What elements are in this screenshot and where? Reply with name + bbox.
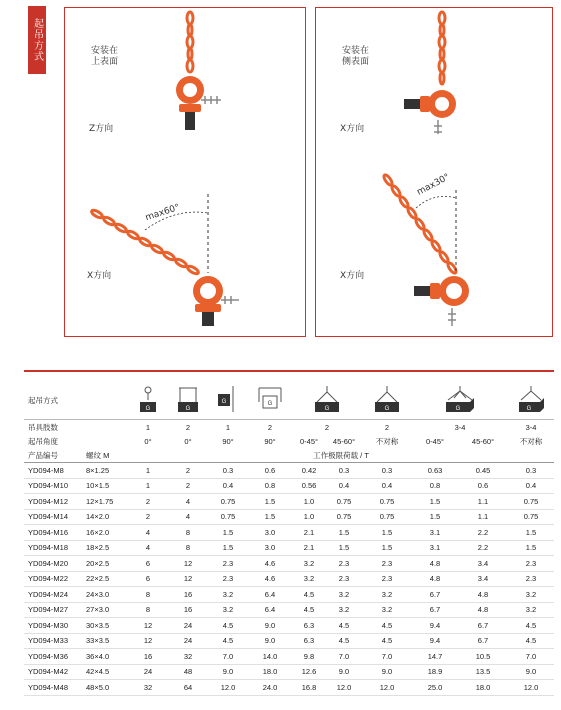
model-cell: YD094-M36 xyxy=(24,649,82,665)
load-cell: 3.2 xyxy=(326,587,362,603)
load-cell: 4.8 xyxy=(458,587,508,603)
table-row xyxy=(24,478,554,494)
lift-mode-label: 起吊方式 xyxy=(24,381,128,420)
panel-top-surface xyxy=(64,7,306,337)
load-cell: 8 xyxy=(128,587,168,603)
model-cell: YD094-M33 xyxy=(24,633,82,649)
load-cell: 2.3 xyxy=(326,556,362,572)
angle-value: 0° xyxy=(144,436,152,446)
angle-value: 不对称 xyxy=(375,436,399,446)
load-cell: 13.5 xyxy=(458,664,508,680)
load-cell: 8 xyxy=(128,602,168,618)
load-cell: 7.0 xyxy=(208,649,248,665)
load-cell: 1.0 xyxy=(292,509,326,525)
load-cell: 9.0 xyxy=(208,664,248,680)
load-cell: 6.7 xyxy=(458,618,508,634)
direction-label-x: X方向 xyxy=(340,124,365,134)
model-cell: YD094-M14 xyxy=(24,509,82,525)
load-cell: 3.1 xyxy=(412,540,458,556)
legs-value: 2 xyxy=(384,422,390,432)
load-cell: 32 xyxy=(168,649,208,665)
load-cell: 12 xyxy=(168,571,208,587)
load-cell: 4.5 xyxy=(508,618,554,634)
load-cell: 4.5 xyxy=(508,633,554,649)
load-cell: 24 xyxy=(168,633,208,649)
load-cell: 48 xyxy=(168,664,208,680)
load-cell: 2 xyxy=(128,494,168,510)
angle-value: 90° xyxy=(222,436,234,446)
load-cell: 4 xyxy=(128,525,168,541)
load-cell: 1.5 xyxy=(412,509,458,525)
load-cell: 2.3 xyxy=(362,571,412,587)
table-row xyxy=(24,618,554,634)
load-cell: 12.0 xyxy=(508,680,554,696)
load-cell: 1.5 xyxy=(412,494,458,510)
lift-icon-two-leg-angle xyxy=(292,381,362,420)
section-tab: 起吊方式 xyxy=(28,6,46,74)
angle-value: 不对称 xyxy=(519,436,543,446)
thread-cell: 16×2.0 xyxy=(82,525,128,541)
load-cell: 1.5 xyxy=(326,525,362,541)
model-cell: YD094-M22 xyxy=(24,571,82,587)
load-cell: 0.4 xyxy=(508,478,554,494)
load-cell: 0.3 xyxy=(326,463,362,479)
load-cell: 3.2 xyxy=(508,602,554,618)
model-cell: YD094-M30 xyxy=(24,618,82,634)
load-cell: 9.0 xyxy=(248,633,292,649)
load-cell: 9.4 xyxy=(412,633,458,649)
thread-cell: 10×1.5 xyxy=(82,478,128,494)
load-cell: 0.42 xyxy=(292,463,326,479)
load-cell: 6.4 xyxy=(248,602,292,618)
lift-icon-single-side xyxy=(208,381,248,420)
table-row xyxy=(24,525,554,541)
table-row xyxy=(24,509,554,525)
load-cell: 18.0 xyxy=(458,680,508,696)
load-cell: 1.1 xyxy=(458,494,508,510)
load-cell: 0.4 xyxy=(208,478,248,494)
mount-label: 安装在 上表面 xyxy=(91,46,119,67)
load-cell: 4.5 xyxy=(292,587,326,603)
load-cell: 0.75 xyxy=(326,494,362,510)
load-cell: 2.3 xyxy=(208,556,248,572)
icon-g: G xyxy=(455,406,461,412)
load-cell: 3.2 xyxy=(508,587,554,603)
load-cell: 0.8 xyxy=(412,478,458,494)
load-cell: 12.0 xyxy=(208,680,248,696)
eyebolt-illustration-side xyxy=(316,8,552,336)
legs-label: 吊具肢数 xyxy=(28,422,58,432)
angle-value: 45-60° xyxy=(332,436,356,446)
load-cell: 3.2 xyxy=(292,571,326,587)
load-cell: 24 xyxy=(128,664,168,680)
angle-label: 起吊角度 xyxy=(28,436,58,446)
load-cell: 10.5 xyxy=(458,649,508,665)
load-cell: 2 xyxy=(168,463,208,479)
icon-g: G xyxy=(221,399,227,405)
thread-cell: 48×5.0 xyxy=(82,680,128,696)
load-cell: 3.2 xyxy=(326,602,362,618)
load-cell: 7.0 xyxy=(326,649,362,665)
max-angle-label: max30° xyxy=(415,172,452,198)
load-cell: 1.5 xyxy=(208,525,248,541)
load-cell: 4.8 xyxy=(458,602,508,618)
direction-label-z: Z方向 xyxy=(89,124,114,134)
load-cell: 1.5 xyxy=(508,525,554,541)
load-cell: 2 xyxy=(128,509,168,525)
load-cell: 16.8 xyxy=(292,680,326,696)
load-cell: 2.3 xyxy=(208,571,248,587)
legs-value: 1 xyxy=(145,422,151,432)
load-cell: 1.5 xyxy=(248,509,292,525)
load-cell: 12 xyxy=(168,556,208,572)
load-cell: 0.63 xyxy=(412,463,458,479)
load-cell: 0.75 xyxy=(326,509,362,525)
load-cell: 1.5 xyxy=(208,540,248,556)
table-row xyxy=(24,587,554,603)
load-cell: 4.5 xyxy=(362,618,412,634)
load-cell: 7.0 xyxy=(362,649,412,665)
load-cell: 2.3 xyxy=(362,556,412,572)
table-row xyxy=(24,494,554,510)
model-cell: YD094-M24 xyxy=(24,587,82,603)
load-cell: 9.0 xyxy=(248,618,292,634)
load-cell: 9.4 xyxy=(412,618,458,634)
table-top-rule xyxy=(24,370,554,372)
thread-cell: 27×3.0 xyxy=(82,602,128,618)
table-row xyxy=(24,571,554,587)
column-header-row xyxy=(24,448,554,463)
load-cell: 0.3 xyxy=(508,463,554,479)
load-cell: 6.3 xyxy=(292,633,326,649)
load-cell: 2 xyxy=(168,478,208,494)
load-cell: 2.3 xyxy=(508,571,554,587)
table-row xyxy=(24,633,554,649)
load-cell: 1.5 xyxy=(362,525,412,541)
load-cell: 3.2 xyxy=(208,587,248,603)
load-cell: 4 xyxy=(168,494,208,510)
load-cell: 2.3 xyxy=(326,571,362,587)
angle-value: 0-45° xyxy=(299,436,318,446)
load-cell: 14.7 xyxy=(412,649,458,665)
load-cell: 9.0 xyxy=(326,664,362,680)
angle-value: 45-60° xyxy=(471,436,495,446)
load-cell: 14.0 xyxy=(248,649,292,665)
angle-value: 0-45° xyxy=(425,436,444,446)
legs-row xyxy=(24,420,554,435)
load-cell: 0.45 xyxy=(458,463,508,479)
load-cell: 0.4 xyxy=(326,478,362,494)
load-cell: 1.5 xyxy=(508,540,554,556)
load-cell: 3.4 xyxy=(458,556,508,572)
load-cell: 2.2 xyxy=(458,540,508,556)
load-cell: 4.5 xyxy=(208,633,248,649)
load-cell: 4.8 xyxy=(412,571,458,587)
load-cell: 1.1 xyxy=(458,509,508,525)
icon-g: G xyxy=(324,406,330,412)
load-cell: 0.4 xyxy=(362,478,412,494)
thread-cell: 42×4.5 xyxy=(82,664,128,680)
load-cell: 7.0 xyxy=(508,649,554,665)
load-cell: 1 xyxy=(128,463,168,479)
load-cell: 3.1 xyxy=(412,525,458,541)
icon-g: G xyxy=(526,406,532,412)
load-cell: 4.5 xyxy=(326,618,362,634)
model-cell: YD094-M8 xyxy=(24,463,82,479)
lift-icon-double-side xyxy=(248,381,292,420)
load-cell: 32 xyxy=(128,680,168,696)
load-cell: 3.0 xyxy=(248,525,292,541)
load-cell: 0.75 xyxy=(208,509,248,525)
load-cell: 6 xyxy=(128,571,168,587)
col-model-header: 产品编号 xyxy=(24,448,82,463)
thread-cell: 18×2.5 xyxy=(82,540,128,556)
load-cell: 0.3 xyxy=(362,463,412,479)
legs-value: 2 xyxy=(324,422,330,432)
thread-cell: 22×2.5 xyxy=(82,571,128,587)
load-cell: 4.6 xyxy=(248,571,292,587)
model-cell: YD094-M27 xyxy=(24,602,82,618)
load-cell: 0.75 xyxy=(508,509,554,525)
load-cell: 8 xyxy=(168,540,208,556)
max-angle-label: max60° xyxy=(144,202,182,224)
load-cell: 18.0 xyxy=(248,664,292,680)
load-cell: 3.0 xyxy=(248,540,292,556)
legs-value: 3-4 xyxy=(525,422,537,432)
lift-icon-four-leg xyxy=(412,381,508,420)
model-cell: YD094-M42 xyxy=(24,664,82,680)
lift-icon-two-leg-asym xyxy=(362,381,412,420)
load-cell: 4.5 xyxy=(292,602,326,618)
model-cell: YD094-M12 xyxy=(24,494,82,510)
table-row xyxy=(24,463,554,479)
thread-cell: 33×3.5 xyxy=(82,633,128,649)
angle-value: 90° xyxy=(264,436,276,446)
model-cell: YD094-M10 xyxy=(24,478,82,494)
load-cell: 1.5 xyxy=(326,540,362,556)
thread-cell: 14×2.0 xyxy=(82,509,128,525)
legs-value: 2 xyxy=(185,422,191,432)
load-cell: 24.0 xyxy=(248,680,292,696)
mount-label: 安装在 侧表面 xyxy=(342,46,370,67)
load-cell: 4 xyxy=(168,509,208,525)
load-cell: 4 xyxy=(128,540,168,556)
load-cell: 4.6 xyxy=(248,556,292,572)
load-cell: 12.0 xyxy=(362,680,412,696)
thread-cell: 30×3.5 xyxy=(82,618,128,634)
load-cell: 3.2 xyxy=(362,587,412,603)
load-cell: 16 xyxy=(168,587,208,603)
model-cell: YD094-M20 xyxy=(24,556,82,572)
table-row xyxy=(24,649,554,665)
load-cell: 8 xyxy=(168,525,208,541)
table-row xyxy=(24,602,554,618)
load-cell: 0.75 xyxy=(208,494,248,510)
load-cell: 2.2 xyxy=(458,525,508,541)
load-cell: 0.75 xyxy=(362,494,412,510)
table-row xyxy=(24,680,554,696)
load-cell: 0.56 xyxy=(292,478,326,494)
load-cell: 2.3 xyxy=(508,556,554,572)
load-cell: 2.1 xyxy=(292,540,326,556)
direction-label-x: X方向 xyxy=(340,271,365,281)
model-cell: YD094-M48 xyxy=(24,680,82,696)
load-cell: 3.4 xyxy=(458,571,508,587)
load-cell: 6 xyxy=(128,556,168,572)
thread-cell: 36×4.0 xyxy=(82,649,128,665)
load-cell: 0.6 xyxy=(458,478,508,494)
icon-g: G xyxy=(185,406,191,412)
thread-cell: 24×3.0 xyxy=(82,587,128,603)
table-row xyxy=(24,664,554,680)
load-spec-table xyxy=(24,381,554,696)
load-cell: 4.5 xyxy=(362,633,412,649)
load-cell: 3.2 xyxy=(208,602,248,618)
col-load-header: 工作极限荷载 / T xyxy=(128,448,554,463)
icon-g: G xyxy=(145,406,151,412)
legs-value: 1 xyxy=(225,422,231,432)
load-cell: 2.1 xyxy=(292,525,326,541)
thread-cell: 12×1.75 xyxy=(82,494,128,510)
load-cell: 3.2 xyxy=(362,602,412,618)
load-cell: 6.4 xyxy=(248,587,292,603)
thread-cell: 20×2.5 xyxy=(82,556,128,572)
direction-label-x: X方向 xyxy=(87,271,112,281)
table-row xyxy=(24,540,554,556)
load-cell: 1.0 xyxy=(292,494,326,510)
load-cell: 6.3 xyxy=(292,618,326,634)
eyebolt-illustration-top xyxy=(65,8,305,336)
load-cell: 12 xyxy=(128,633,168,649)
legs-value: 2 xyxy=(267,422,273,432)
thread-cell: 8×1.25 xyxy=(82,463,128,479)
load-cell: 16 xyxy=(168,602,208,618)
icon-g: G xyxy=(267,401,273,407)
lift-icon-four-leg-asym xyxy=(508,381,554,420)
table-row xyxy=(24,556,554,572)
legs-value: 3-4 xyxy=(454,422,466,432)
load-cell: 1.5 xyxy=(248,494,292,510)
icon-g: G xyxy=(384,406,390,412)
load-cell: 0.75 xyxy=(508,494,554,510)
load-cell: 9.0 xyxy=(362,664,412,680)
load-cell: 16 xyxy=(128,649,168,665)
load-cell: 1 xyxy=(128,478,168,494)
model-cell: YD094-M18 xyxy=(24,540,82,556)
angle-value: 0° xyxy=(184,436,192,446)
load-cell: 64 xyxy=(168,680,208,696)
load-cell: 3.2 xyxy=(292,556,326,572)
load-cell: 12.0 xyxy=(326,680,362,696)
load-cell: 9.0 xyxy=(508,664,554,680)
load-cell: 4.5 xyxy=(208,618,248,634)
spec-rows xyxy=(24,463,554,696)
load-cell: 0.3 xyxy=(208,463,248,479)
lift-icon-single-vertical xyxy=(128,381,168,420)
load-cell: 1.5 xyxy=(362,540,412,556)
lift-mode-row xyxy=(24,381,554,420)
load-cell: 4.5 xyxy=(326,633,362,649)
load-cell: 0.8 xyxy=(248,478,292,494)
angle-row xyxy=(24,434,554,448)
load-cell: 0.6 xyxy=(248,463,292,479)
panel-side-surface xyxy=(315,7,553,337)
model-cell: YD094-M16 xyxy=(24,525,82,541)
load-cell: 6.7 xyxy=(412,587,458,603)
load-cell: 0.75 xyxy=(362,509,412,525)
load-cell: 18.9 xyxy=(412,664,458,680)
load-cell: 6.7 xyxy=(458,633,508,649)
lift-icon-double-vertical xyxy=(168,381,208,420)
load-cell: 12 xyxy=(128,618,168,634)
load-cell: 9.8 xyxy=(292,649,326,665)
load-cell: 25.0 xyxy=(412,680,458,696)
col-thread-header: 螺纹 M xyxy=(82,448,128,463)
load-cell: 4.8 xyxy=(412,556,458,572)
load-cell: 24 xyxy=(168,618,208,634)
load-cell: 12.6 xyxy=(292,664,326,680)
load-cell: 6.7 xyxy=(412,602,458,618)
